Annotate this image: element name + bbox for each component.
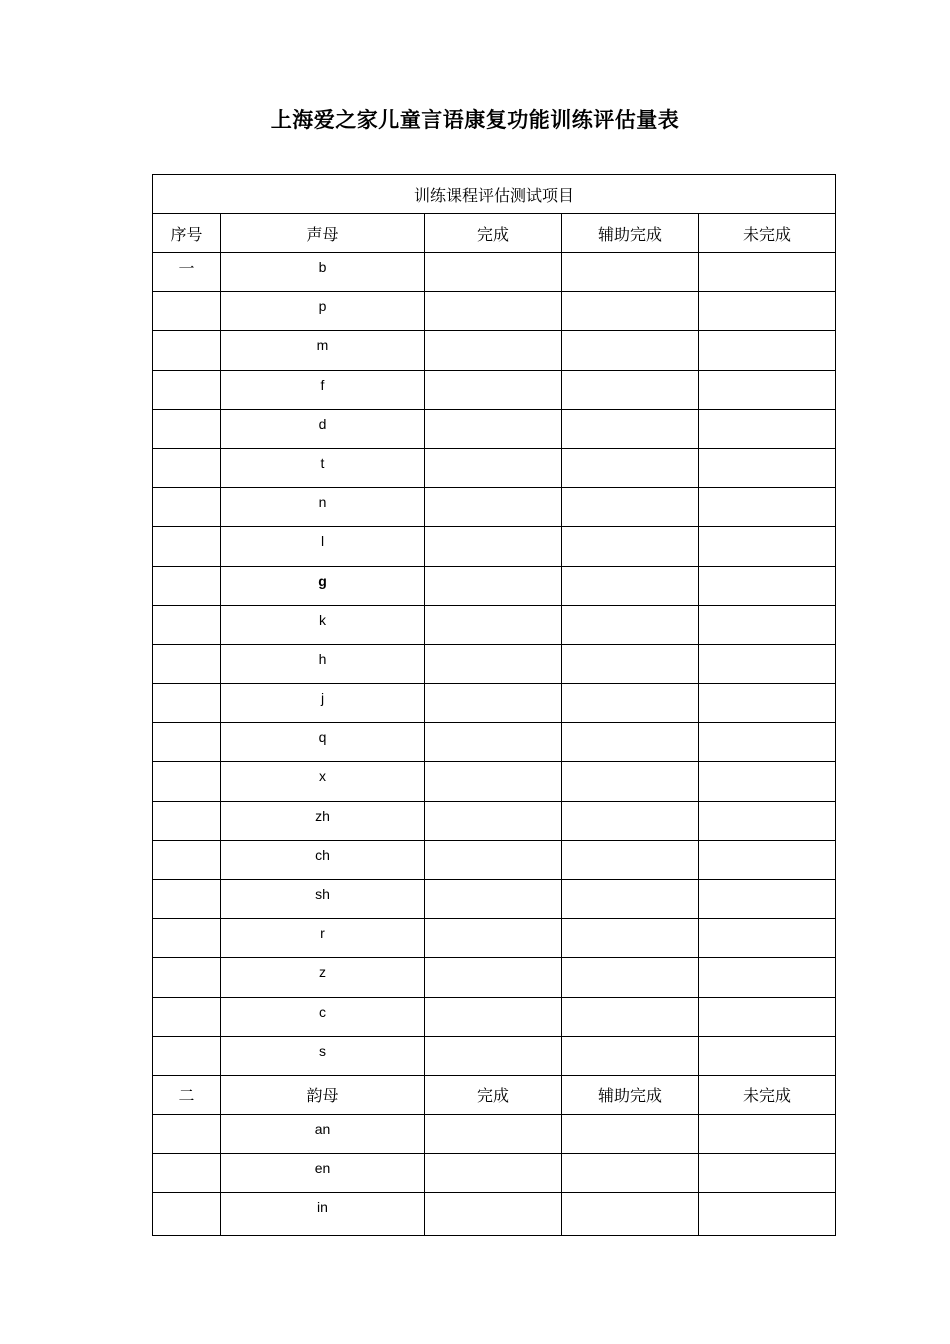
complete-cell[interactable]: [425, 684, 562, 723]
item-cell: an: [221, 1114, 425, 1153]
incomplete-cell[interactable]: [699, 762, 836, 801]
header-complete: 完成: [425, 1075, 562, 1114]
assisted-cell[interactable]: [562, 1154, 699, 1193]
assisted-cell[interactable]: [562, 1193, 699, 1236]
item-cell: k: [221, 605, 425, 644]
incomplete-cell[interactable]: [699, 527, 836, 566]
table-row: [153, 409, 836, 448]
row-number-cell: [153, 527, 221, 566]
section1-header-row: [153, 214, 836, 253]
item-cell: p: [221, 292, 425, 331]
item-cell: l: [221, 527, 425, 566]
incomplete-cell[interactable]: [699, 566, 836, 605]
table-row: [153, 723, 836, 762]
table-row: [153, 801, 836, 840]
item-cell: zh: [221, 801, 425, 840]
item-cell: g: [221, 566, 425, 605]
row-number-cell: [153, 566, 221, 605]
complete-cell[interactable]: [425, 644, 562, 683]
table-row: [153, 997, 836, 1036]
table-row: [153, 1193, 836, 1236]
incomplete-cell[interactable]: [699, 292, 836, 331]
row-number-cell: [153, 723, 221, 762]
complete-cell[interactable]: [425, 370, 562, 409]
table-row: [153, 253, 836, 292]
assisted-cell[interactable]: [562, 1114, 699, 1153]
row-number-cell: [153, 958, 221, 997]
complete-cell[interactable]: [425, 723, 562, 762]
header-incomplete: 未完成: [699, 214, 836, 253]
page-title: 上海爱之家儿童言语康复功能训练评估量表: [270, 107, 680, 132]
assisted-cell[interactable]: [562, 762, 699, 801]
complete-cell[interactable]: [425, 331, 562, 370]
incomplete-cell[interactable]: [699, 840, 836, 879]
assisted-cell[interactable]: [562, 723, 699, 762]
assisted-cell[interactable]: [562, 801, 699, 840]
header-finals: 韵母: [221, 1075, 425, 1114]
complete-cell[interactable]: [425, 1036, 562, 1075]
incomplete-cell[interactable]: [699, 253, 836, 292]
assisted-cell[interactable]: [562, 684, 699, 723]
item-cell: b: [221, 253, 425, 292]
complete-cell[interactable]: [425, 566, 562, 605]
row-number-cell: [153, 292, 221, 331]
assisted-cell[interactable]: [562, 566, 699, 605]
header-number: 序号: [153, 214, 221, 253]
incomplete-cell[interactable]: [699, 605, 836, 644]
assisted-cell[interactable]: [562, 958, 699, 997]
incomplete-cell[interactable]: [699, 488, 836, 527]
complete-cell[interactable]: [425, 605, 562, 644]
row-number-cell: [153, 448, 221, 487]
table-row: [153, 919, 836, 958]
assisted-cell[interactable]: [562, 919, 699, 958]
table-row: [153, 880, 836, 919]
complete-cell[interactable]: [425, 409, 562, 448]
table-row: [153, 1114, 836, 1153]
complete-cell[interactable]: [425, 840, 562, 879]
table-row: [153, 331, 836, 370]
incomplete-cell[interactable]: [699, 1036, 836, 1075]
row-number-cell: [153, 644, 221, 683]
assisted-cell[interactable]: [562, 1036, 699, 1075]
complete-cell[interactable]: [425, 1114, 562, 1153]
row-number-cell: [153, 488, 221, 527]
item-cell: z: [221, 958, 425, 997]
table-row: [153, 448, 836, 487]
item-cell: n: [221, 488, 425, 527]
row-number-cell: [153, 997, 221, 1036]
complete-cell[interactable]: [425, 1154, 562, 1193]
complete-cell[interactable]: [425, 997, 562, 1036]
assisted-cell[interactable]: [562, 997, 699, 1036]
row-number-cell: [153, 762, 221, 801]
table-row: [153, 566, 836, 605]
table-row: [153, 840, 836, 879]
item-cell: j: [221, 684, 425, 723]
assisted-cell[interactable]: [562, 644, 699, 683]
item-cell: c: [221, 997, 425, 1036]
item-cell: ch: [221, 840, 425, 879]
header-incomplete: 未完成: [699, 1075, 836, 1114]
header-assisted: 辅助完成: [562, 1075, 699, 1114]
assisted-cell[interactable]: [562, 527, 699, 566]
table-row: [153, 527, 836, 566]
incomplete-cell[interactable]: [699, 723, 836, 762]
row-number-cell: [153, 605, 221, 644]
assisted-cell[interactable]: [562, 488, 699, 527]
item-cell: f: [221, 370, 425, 409]
row-number-cell: [153, 331, 221, 370]
incomplete-cell[interactable]: [699, 331, 836, 370]
incomplete-cell[interactable]: [699, 880, 836, 919]
row-number-cell: [153, 1036, 221, 1075]
incomplete-cell[interactable]: [699, 1114, 836, 1153]
table-row: [153, 1036, 836, 1075]
assisted-cell[interactable]: [562, 605, 699, 644]
table-caption: 训练课程评估测试项目: [153, 175, 836, 214]
row-number-cell: [153, 409, 221, 448]
item-cell: in: [221, 1193, 425, 1236]
table-row: [153, 762, 836, 801]
item-cell: m: [221, 331, 425, 370]
incomplete-cell[interactable]: [699, 919, 836, 958]
complete-cell[interactable]: [425, 253, 562, 292]
complete-cell[interactable]: [425, 1193, 562, 1236]
item-cell: h: [221, 644, 425, 683]
header-initials: 声母: [221, 214, 425, 253]
row-number-cell: [153, 684, 221, 723]
assisted-cell[interactable]: [562, 370, 699, 409]
table-caption-row: [153, 175, 836, 214]
table-row: [153, 370, 836, 409]
row-number-cell: [153, 840, 221, 879]
table-row: [153, 605, 836, 644]
row-number-cell: [153, 919, 221, 958]
evaluation-table: [152, 174, 836, 1236]
row-number-cell: [153, 1154, 221, 1193]
item-cell: sh: [221, 880, 425, 919]
incomplete-cell[interactable]: [699, 1154, 836, 1193]
row-number-cell: [153, 801, 221, 840]
row-number-cell: [153, 1114, 221, 1153]
complete-cell[interactable]: [425, 919, 562, 958]
table-row: [153, 1154, 836, 1193]
row-number-cell: 一: [153, 253, 221, 292]
incomplete-cell[interactable]: [699, 958, 836, 997]
item-cell: d: [221, 409, 425, 448]
incomplete-cell[interactable]: [699, 409, 836, 448]
row-number-cell: [153, 370, 221, 409]
assisted-cell[interactable]: [562, 448, 699, 487]
incomplete-cell[interactable]: [699, 370, 836, 409]
section2-number: 二: [153, 1075, 221, 1114]
incomplete-cell[interactable]: [699, 448, 836, 487]
complete-cell[interactable]: [425, 527, 562, 566]
item-cell: x: [221, 762, 425, 801]
assisted-cell[interactable]: [562, 840, 699, 879]
complete-cell[interactable]: [425, 292, 562, 331]
incomplete-cell[interactable]: [699, 644, 836, 683]
header-complete: 完成: [425, 214, 562, 253]
incomplete-cell[interactable]: [699, 997, 836, 1036]
table-row: [153, 292, 836, 331]
header-assisted: 辅助完成: [562, 214, 699, 253]
assisted-cell[interactable]: [562, 292, 699, 331]
table-row: [153, 958, 836, 997]
complete-cell[interactable]: [425, 762, 562, 801]
assisted-cell[interactable]: [562, 880, 699, 919]
assisted-cell[interactable]: [562, 331, 699, 370]
item-cell: r: [221, 919, 425, 958]
item-cell: s: [221, 1036, 425, 1075]
incomplete-cell[interactable]: [699, 801, 836, 840]
table-row: [153, 684, 836, 723]
table-row: [153, 488, 836, 527]
row-number-cell: [153, 880, 221, 919]
item-cell: q: [221, 723, 425, 762]
complete-cell[interactable]: [425, 448, 562, 487]
assisted-cell[interactable]: [562, 253, 699, 292]
row-number-cell: [153, 1193, 221, 1236]
complete-cell[interactable]: [425, 958, 562, 997]
table-row: [153, 644, 836, 683]
incomplete-cell[interactable]: [699, 1193, 836, 1236]
complete-cell[interactable]: [425, 801, 562, 840]
item-cell: t: [221, 448, 425, 487]
section2-header-row: [153, 1075, 836, 1114]
incomplete-cell[interactable]: [699, 684, 836, 723]
complete-cell[interactable]: [425, 488, 562, 527]
complete-cell[interactable]: [425, 880, 562, 919]
item-cell: en: [221, 1154, 425, 1193]
assisted-cell[interactable]: [562, 409, 699, 448]
